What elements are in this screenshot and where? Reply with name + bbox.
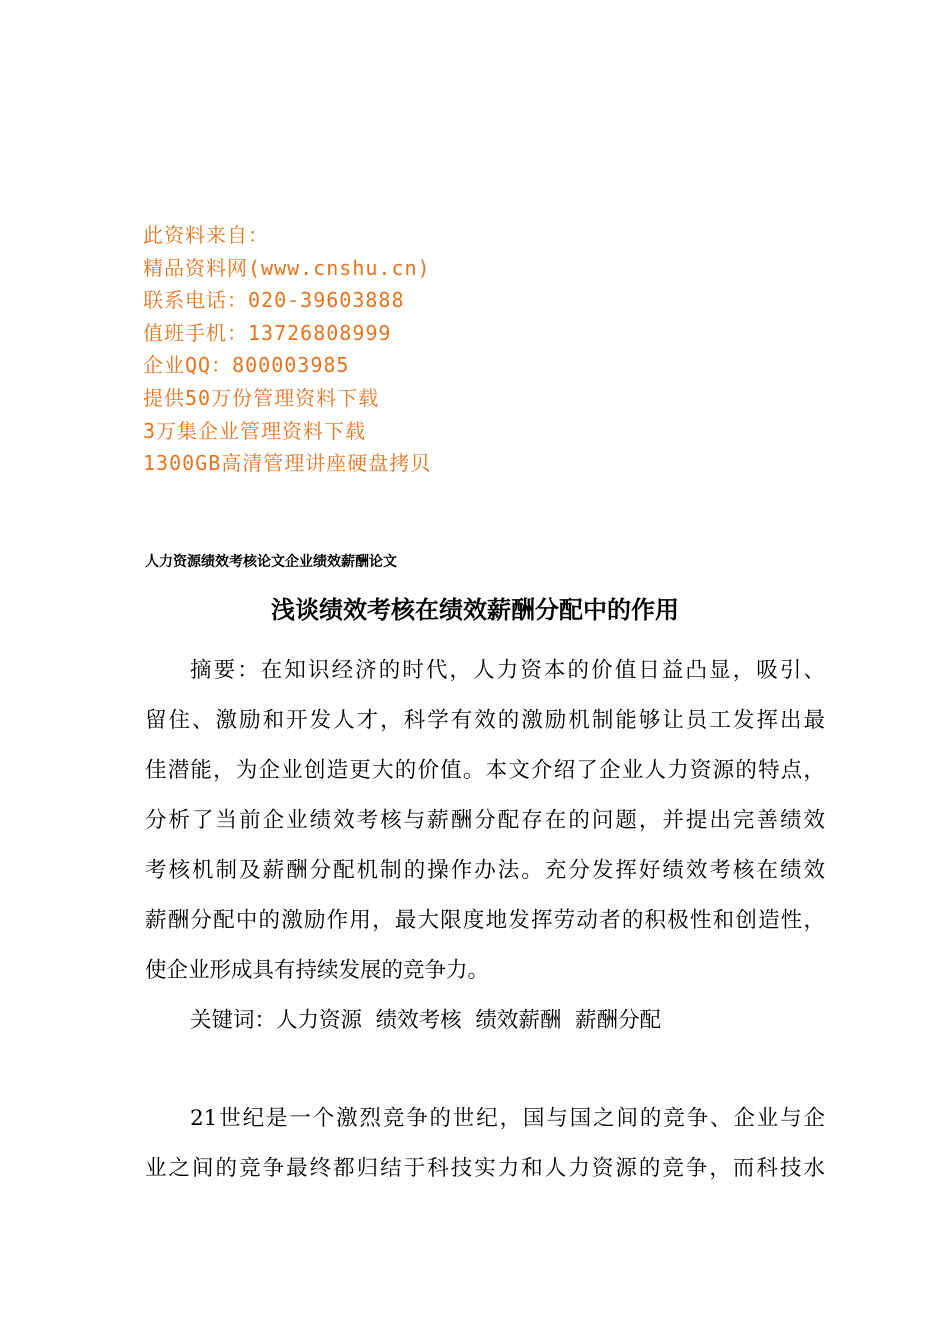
source-notice-line: 提供50万份管理资料下载: [143, 385, 380, 410]
source-notice-line: 1300GB高清管理讲座硬盘拷贝: [143, 451, 432, 476]
abstract-line: 使企业形成具有持续发展的竞争力。: [145, 958, 490, 983]
source-notice-line: 值班手机：13726808999: [143, 320, 392, 345]
abstract-paragraph: [145, 646, 825, 996]
source-notice-line: 3万集企业管理资料下载: [143, 418, 367, 443]
source-notice-line: 此资料来自：: [143, 223, 269, 247]
abstract-line: 薪酬分配中的激励作用，最大限度地发挥劳动者的积极性和创造性，: [145, 908, 825, 933]
document-category: 人力资源绩效考核论文企业绩效薪酬论文: [145, 554, 397, 570]
abstract-line: 留住、激励和开发人才，科学有效的激励机制能够让员工发挥出最: [145, 708, 825, 733]
document-title: 浅谈绩效考核在绩效薪酬分配中的作用: [271, 596, 679, 624]
abstract-line: 考核机制及薪酬分配机制的操作办法。充分发挥好绩效考核在绩效: [145, 858, 825, 883]
abstract-line: 佳潜能，为企业创造更大的价值。本文介绍了企业人力资源的特点，: [145, 758, 825, 783]
source-notice-line: 精品资料网(www.cnshu.cn): [143, 255, 431, 280]
abstract-line: 分析了当前企业绩效考核与薪酬分配存在的问题，并提出完善绩效: [145, 808, 825, 833]
keywords-paragraph: [145, 996, 825, 1046]
keywords-line: 关键词：人力资源 绩效考核 绩效薪酬 薪酬分配: [190, 1008, 662, 1033]
source-notice-line: 企业QQ：800003985: [143, 353, 350, 378]
abstract-line: 摘要：在知识经济的时代，人力资本的价值日益凸显，吸引、: [190, 658, 825, 683]
body-line: 业之间的竞争最终都归结于科技实力和人力资源的竞争，而科技水: [145, 1156, 825, 1181]
body-line: 21世纪是一个激烈竞争的世纪，国与国之间的竞争、企业与企: [190, 1106, 825, 1131]
source-notice: [143, 219, 743, 480]
source-notice-line: 联系电话：020-39603888: [143, 288, 405, 313]
body-paragraph: [145, 1094, 825, 1194]
